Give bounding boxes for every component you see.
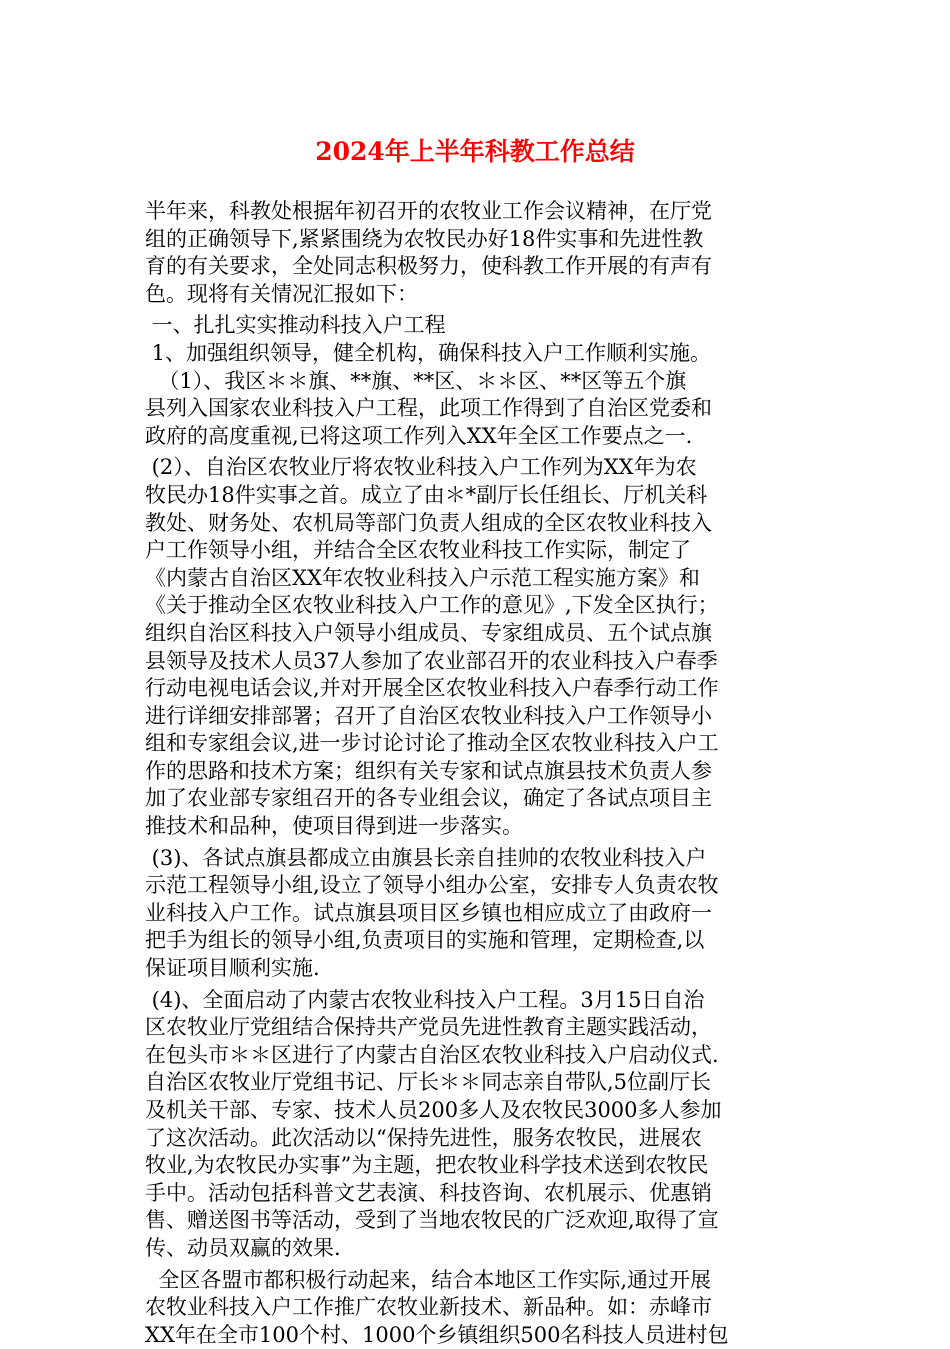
body-line: 加了农业部专家组召开的各专业组会议，确定了各试点项目主 <box>145 786 712 811</box>
body-line: 售、赠送图书等活动，受到了当地农牧民的广泛欢迎,取得了宣 <box>145 1208 719 1233</box>
body-line: 县列入国家农业科技入户工程，此项工作得到了自治区党委和 <box>145 396 712 421</box>
body-line: 手中。活动包括科普文艺表演、科技咨询、农机展示、优惠销 <box>145 1180 712 1205</box>
body-line: 组的正确领导下,紧紧围绕为农牧民办好18件实事和先进性教 <box>145 226 704 251</box>
body-line: (3)、各试点旗县都成立由旗县长亲自挂帅的农牧业科技入户 <box>145 845 707 870</box>
body-line: 及机关干部、专家、技术人员200多人及农牧民3000多人参加 <box>145 1098 722 1122</box>
body-line: 在包头市＊＊区进行了内蒙古自治区农牧业科技入户启动仪式. <box>145 1042 719 1067</box>
body-line: 示范工程领导小组,设立了领导小组办公室，安排专人负责农牧 <box>145 873 719 898</box>
document-body <box>145 198 825 1349</box>
body-line: 了这次活动。此次活动以“保持先进性，服务农牧民，进展农 <box>145 1125 702 1150</box>
body-line: 全区各盟市都积极行动起来，结合本地区工作实际,通过开展 <box>145 1267 712 1292</box>
body-line: 传、动员双赢的效果. <box>145 1235 341 1260</box>
body-line: 半年来，科教处根据年初召开的农牧业工作会议精神，在厅党 <box>145 199 712 223</box>
body-line: 色。现将有关情况汇报如下： <box>145 281 418 306</box>
body-line: 自治区农牧业厅党组书记、厅长＊＊同志亲自带队,5位副厅长 <box>145 1070 712 1095</box>
document-title: 2024年上半年科教工作总结 <box>315 137 635 166</box>
body-line: 推技术和品种，使项目得到进一步落实。 <box>145 814 523 839</box>
body-line: (2）、自治区农牧业厅将农牧业科技入户工作列为XX年为农 <box>145 455 697 480</box>
body-line: (4)、全面启动了内蒙古农牧业科技入户工程。3月15日自治 <box>145 987 705 1012</box>
body-line: 行动电视电话会议,并对开展全区农牧业科技入户春季行动工作 <box>145 676 719 701</box>
body-line: 保证项目顺利实施. <box>145 956 320 981</box>
body-line: 组织自治区科技入户领导小组成员、专家组成员、五个试点旗 <box>145 620 712 645</box>
body-line: 县领导及技术人员37人参加了农业部召开的农业科技入户春季 <box>145 648 718 673</box>
body-line: 育的有关要求，全处同志积极努力，使科教工作开展的有声有 <box>145 254 712 279</box>
body-line: （1）、我区＊＊旗、**旗、**区、＊＊区、**区等五个旗 <box>145 368 687 393</box>
body-line: 区农牧业厅党组结合保持共产党员先进性教育主题实践活动， <box>145 1015 712 1040</box>
body-line: 作的思路和技术方案；组织有关专家和试点旗县技术负责人参 <box>145 758 712 783</box>
body-line: 把手为组长的领导小组,负责项目的实施和管理，定期检查,以 <box>145 928 705 953</box>
body-line: 牧民办18件实事之首。成立了由＊*副厅长任组长、厅机关科 <box>145 482 708 507</box>
body-line: 《内蒙古自治区XX年农牧业科技入户示范工程实施方案》和 <box>145 565 700 590</box>
body-line: 农牧业科技入户工作推广农牧业新技术、新品种。如：赤峰市 <box>145 1295 712 1320</box>
body-line: 进行详细安排部署；召开了自治区农牧业科技入户工作领导小 <box>145 703 712 728</box>
body-line: 1、加强组织领导，健全机构，确保科技入户工作顺利实施。 <box>145 340 712 365</box>
body-line: 业科技入户工作。试点旗县项目区乡镇也相应成立了由政府一 <box>145 900 712 925</box>
body-line: 组和专家组会议,进一步讨论讨论了推动全区农牧业科技入户工 <box>145 731 719 756</box>
body-line: XX年在全市100个村、1000个乡镇组织500名科技人员进村包 <box>145 1322 729 1347</box>
body-line: 《关于推动全区农牧业科技入户工作的意见》,下发全区执行； <box>145 593 719 618</box>
body-line: 牧业,为农牧民办实事”为主题，把农牧业科学技术送到农牧民 <box>145 1153 709 1178</box>
body-line: 教处、财务处、农机局等部门负责人组成的全区农牧业科技入 <box>145 510 712 535</box>
body-line: 一、扎扎实实推动科技入户工程 <box>145 313 446 338</box>
body-line: 户工作领导小组，并结合全区农牧业科技工作实际，制定了 <box>145 538 691 563</box>
body-line: 政府的高度重视,已将这项工作列入XX年全区工作要点之一. <box>145 423 693 448</box>
